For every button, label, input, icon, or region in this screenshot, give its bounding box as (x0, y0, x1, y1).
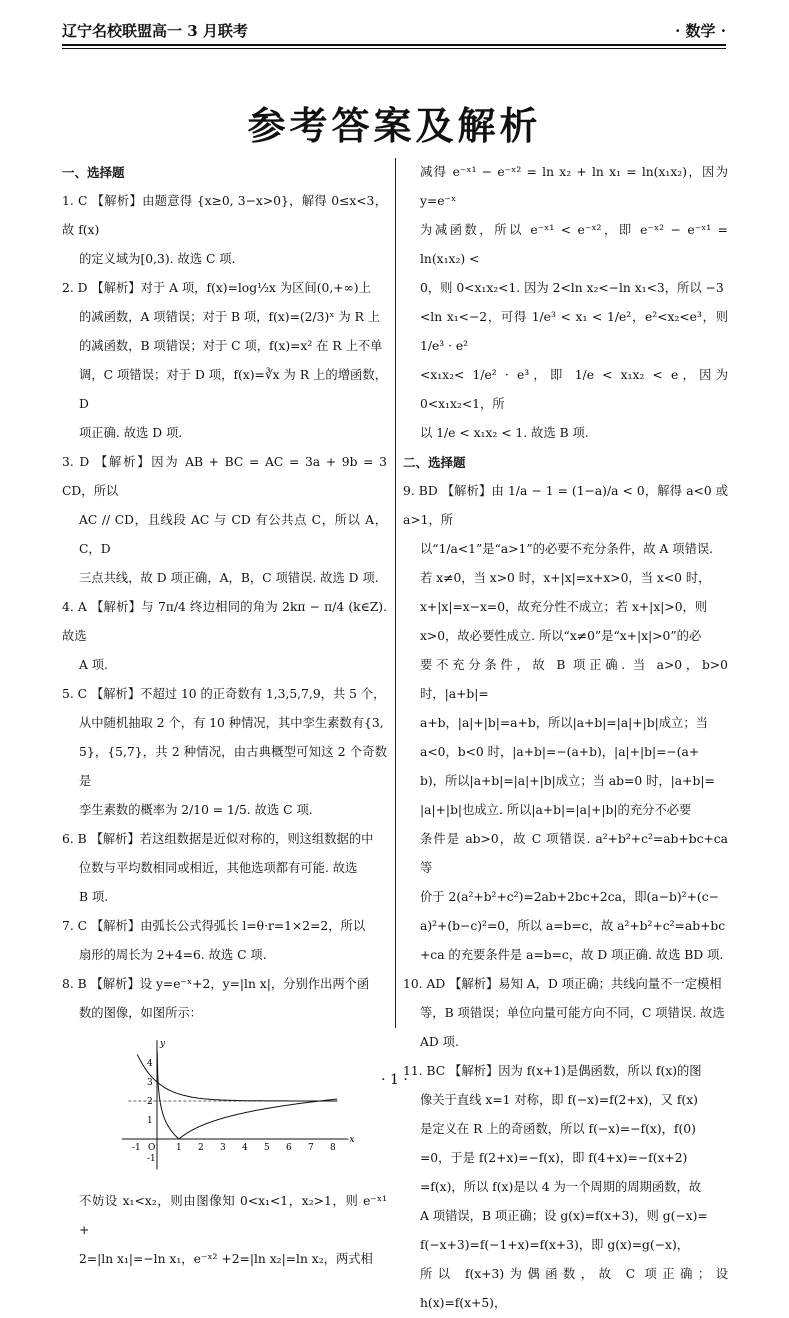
subject-label: · 数学 · (675, 22, 726, 40)
left-text-line: 不妨设 x₁<x₂，则由图像知 0<x₁<1，x₂>1，则 e⁻ˣ¹ + (79, 1194, 387, 1237)
right-text-line: x+|x|=x−x=0，故充分性不成立；若 x+|x|>0，则 (420, 600, 708, 614)
x-tick-label: 6 (286, 1143, 292, 1153)
y-tick-label: 1 (147, 1116, 153, 1126)
left-text-line: 项正确. 故选 D 项. (79, 426, 183, 440)
right-text-line: 是定义在 R 上的奇函数，所以 f(−x)=−f(x)，f(0) (420, 1122, 696, 1136)
x-tick-label: 2 (198, 1143, 204, 1153)
right-text-line: A 项错误，B 项正确；设 g(x)=f(x+3)，则 g(−x)= (420, 1209, 708, 1223)
right-text-line: x>0，故必要性成立. 所以“x≠0”是“x+|x|>0”的必 (420, 629, 702, 643)
x-tick-label: O (148, 1143, 156, 1153)
right-text-line: b)，所以|a+b|=|a|+|b|成立；当 ab=0 时，|a+b|= (420, 774, 715, 788)
left-answer-item: 5. C 【解析】不超过 10 的正奇数有 1,3,5,7,9，共 5 个， (62, 687, 386, 701)
right-text-line: f(−x+3)=f(−1+x)=f(x+3)，即 g(x)=g(−x)， (420, 1238, 690, 1252)
exam-name: 辽宁名校联盟高一 3 月联考 (62, 22, 248, 40)
left-answer-item: 1. C 【解析】由题意得 {x≥0, 3−x>0}，解得 0≤x<3，故 f(x) (62, 194, 387, 237)
left-answer-item: 3. D 【解析】因为 AB + BC = AC = 3a + 9b = 3 CD，所以 (62, 455, 387, 498)
left-text-line: 2=|ln x₁|=−ln x₁，e⁻ˣ² +2=|ln x₂|=ln x₂，两式相 (79, 1252, 373, 1266)
y-tick-label: 4 (147, 1059, 153, 1069)
right-text-line: <x₁x₂< 1/e² · e³，即 1/e < x₁x₂ < e，因为 0<x₁x₂<1，所 (420, 368, 728, 411)
right-text-line: 以“1/a<1”是“a>1”的必要不充分条件，故 A 项错误. (420, 542, 714, 556)
left-text-line: 从中随机抽取 2 个，有 10 种情况，其中孪生素数有{3, (79, 716, 384, 730)
left-text-line: B 项. (79, 890, 109, 904)
y-tick-label: 2 (147, 1097, 153, 1107)
left-text-line: 三点共线，故 D 项正确，A，B，C 项错误. 故选 D 项. (79, 571, 379, 585)
x-tick-label: 8 (330, 1143, 336, 1153)
left-answer-item: 6. B 【解析】若这组数据是近似对称的，则这组数据的中 (62, 832, 374, 846)
right-text-line: +ca 的充要条件是 a=b=c，故 D 项正确. 故选 BD 项. (420, 948, 724, 962)
right-text-line: 减得 e⁻ˣ¹ − e⁻ˣ² = ln x₂ + ln x₁ = ln(x₁x₂)，因为 y=e⁻ˣ (420, 165, 728, 208)
right-text-line: 价于 2(a²+b²+c²)=2ab+2bc+2ca，即(a−b)²+(c− (420, 890, 719, 904)
right-column (403, 158, 728, 1318)
x-axis-label: x (349, 1135, 355, 1145)
section-heading: 二、选择题 (403, 455, 466, 470)
right-text-line: |a|+|b|也成立. 所以|a+b|=|a|+|b|的充分不必要 (420, 803, 692, 817)
left-text-line: 5}，{5,7}，共 2 种情况，由古典概型可知这 2 个奇数是 (79, 745, 387, 788)
right-text-line: =0，于是 f(2+x)=−f(x)，即 f(4+x)=−f(x+2) (420, 1151, 688, 1165)
right-text-line: 条件是 ab>0，故 C 项错误. a²+b²+c²=ab+bc+ca 等 (420, 832, 728, 875)
section-heading: 一、选择题 (62, 165, 125, 180)
right-text-line: <ln x₁<−2，可得 1/e³ < x₁ < 1/e²，e²<x₂<e³，则 1/e³ · e² (420, 310, 728, 353)
right-answer-item: 10. AD 【解析】易知 A，D 项正确；共线向量不一定模相 (403, 977, 722, 991)
y-axis-label: y (160, 1039, 166, 1050)
header-rule (62, 44, 726, 46)
right-text-line: a<0，b<0 时，|a+b|=−(a+b)，|a|+|b|=−(a+ (420, 745, 700, 759)
x-tick-label: 5 (264, 1143, 270, 1153)
right-text-line: 要不充分条件，故 B 项正确. 当 a>0，b>0 时，|a+b|= (420, 658, 728, 701)
x-tick-label: 1 (176, 1143, 182, 1153)
right-text-line: 为减函数，所以 e⁻ˣ¹ < e⁻ˣ²，即 e⁻ˣ² − e⁻ˣ¹ = ln(x₁x₂) < (420, 223, 728, 266)
left-answer-item: 7. C 【解析】由弧长公式得弧长 l=θ·r=1×2=2，所以 (62, 919, 366, 933)
column-divider (395, 158, 396, 1028)
x-tick-label: -1 (132, 1143, 141, 1153)
left-text-line: 数的图像，如图所示： (79, 1006, 202, 1020)
left-text-line: 扇形的周长为 2+4=6. 故选 C 项. (79, 948, 267, 962)
right-answer-item: 11. BC 【解析】因为 f(x+1)是偶函数，所以 f(x)的图 (403, 1064, 702, 1078)
right-text-line: =f(x)，所以 f(x)是以 4 为一个周期的周期函数，故 (420, 1180, 702, 1194)
x-tick-label: 4 (242, 1143, 248, 1153)
left-text-line: A 项. (79, 658, 108, 672)
page-number: · 1 · (381, 1072, 408, 1088)
right-text-line: 若 x≠0，当 x>0 时，x+|x|=x+x>0，当 x<0 时， (420, 571, 711, 585)
left-answer-item: 4. A 【解析】与 7π/4 终边相同的角为 2kπ − π/4 (k∈Z). 故选 (62, 600, 387, 643)
right-text-line: 0，则 0<x₁x₂<1. 因为 2<ln x₂<−ln x₁<3，所以 −3 (420, 281, 724, 295)
right-text-line: a+b，|a|+|b|=a+b，所以|a+b|=|a|+|b|成立；当 (420, 716, 708, 730)
header-rule-thin (62, 48, 726, 49)
function-graph (102, 1034, 355, 1174)
left-text-line: 调，C 项错误；对于 D 项，f(x)=∛x 为 R 上的增函数，D (79, 368, 387, 411)
left-column (62, 158, 387, 1274)
page-title: 参考答案及解析 (247, 104, 542, 148)
right-answer-item: 9. BD 【解析】由 1/a − 1 = (1−a)/a < 0，解得 a<0 或 a>1，所 (403, 484, 728, 527)
right-text-line: a)²+(b−c)²=0，所以 a=b=c，故 a²+b²+c²=ab+bc (420, 919, 726, 933)
x-tick-label: 7 (308, 1143, 314, 1153)
left-answer-item: 8. B 【解析】设 y=e⁻ˣ+2，y=|ln x|，分别作出两个函 (62, 977, 370, 991)
left-text-line: AC // CD，且线段 AC 与 CD 有公共点 C，所以 A，C，D (79, 513, 387, 556)
left-text-line: 的定义域为[0,3). 故选 C 项. (79, 252, 236, 266)
y-tick-label: 3 (147, 1078, 153, 1088)
left-answer-item: 2. D 【解析】对于 A 项，f(x)=log½x 为区间(0,+∞)上 (62, 281, 371, 295)
left-text-line: 孪生素数的概率为 2/10 = 1/5. 故选 C 项. (79, 803, 313, 817)
left-text-line: 的减函数，A 项错误；对于 B 项，f(x)=(2/3)ˣ 为 R 上 (79, 310, 381, 324)
right-text-line: 像关于直线 x=1 对称，即 f(−x)=f(2+x)，又 f(x) (420, 1093, 698, 1107)
right-text-line: 等，B 项错误；单位向量可能方向不同，C 项错误. 故选 (420, 1006, 725, 1020)
right-text-line: 所以 f(x+3)为偶函数，故 C 项正确；设 h(x)=f(x+5)， (420, 1267, 728, 1310)
left-text-line: 位数与平均数相同或相近，其他选项都有可能. 故选 (79, 861, 358, 875)
right-text-line: AD 项. (420, 1035, 459, 1049)
right-text-line: 以 1/e < x₁x₂ < 1. 故选 B 项. (420, 426, 589, 440)
y-tick-label: -1 (147, 1154, 156, 1164)
left-text-line: 的减函数，B 项错误；对于 C 项，f(x)=x² 在 R 上不单 (79, 339, 383, 353)
page-header (62, 18, 726, 42)
x-tick-label: 3 (220, 1143, 226, 1153)
